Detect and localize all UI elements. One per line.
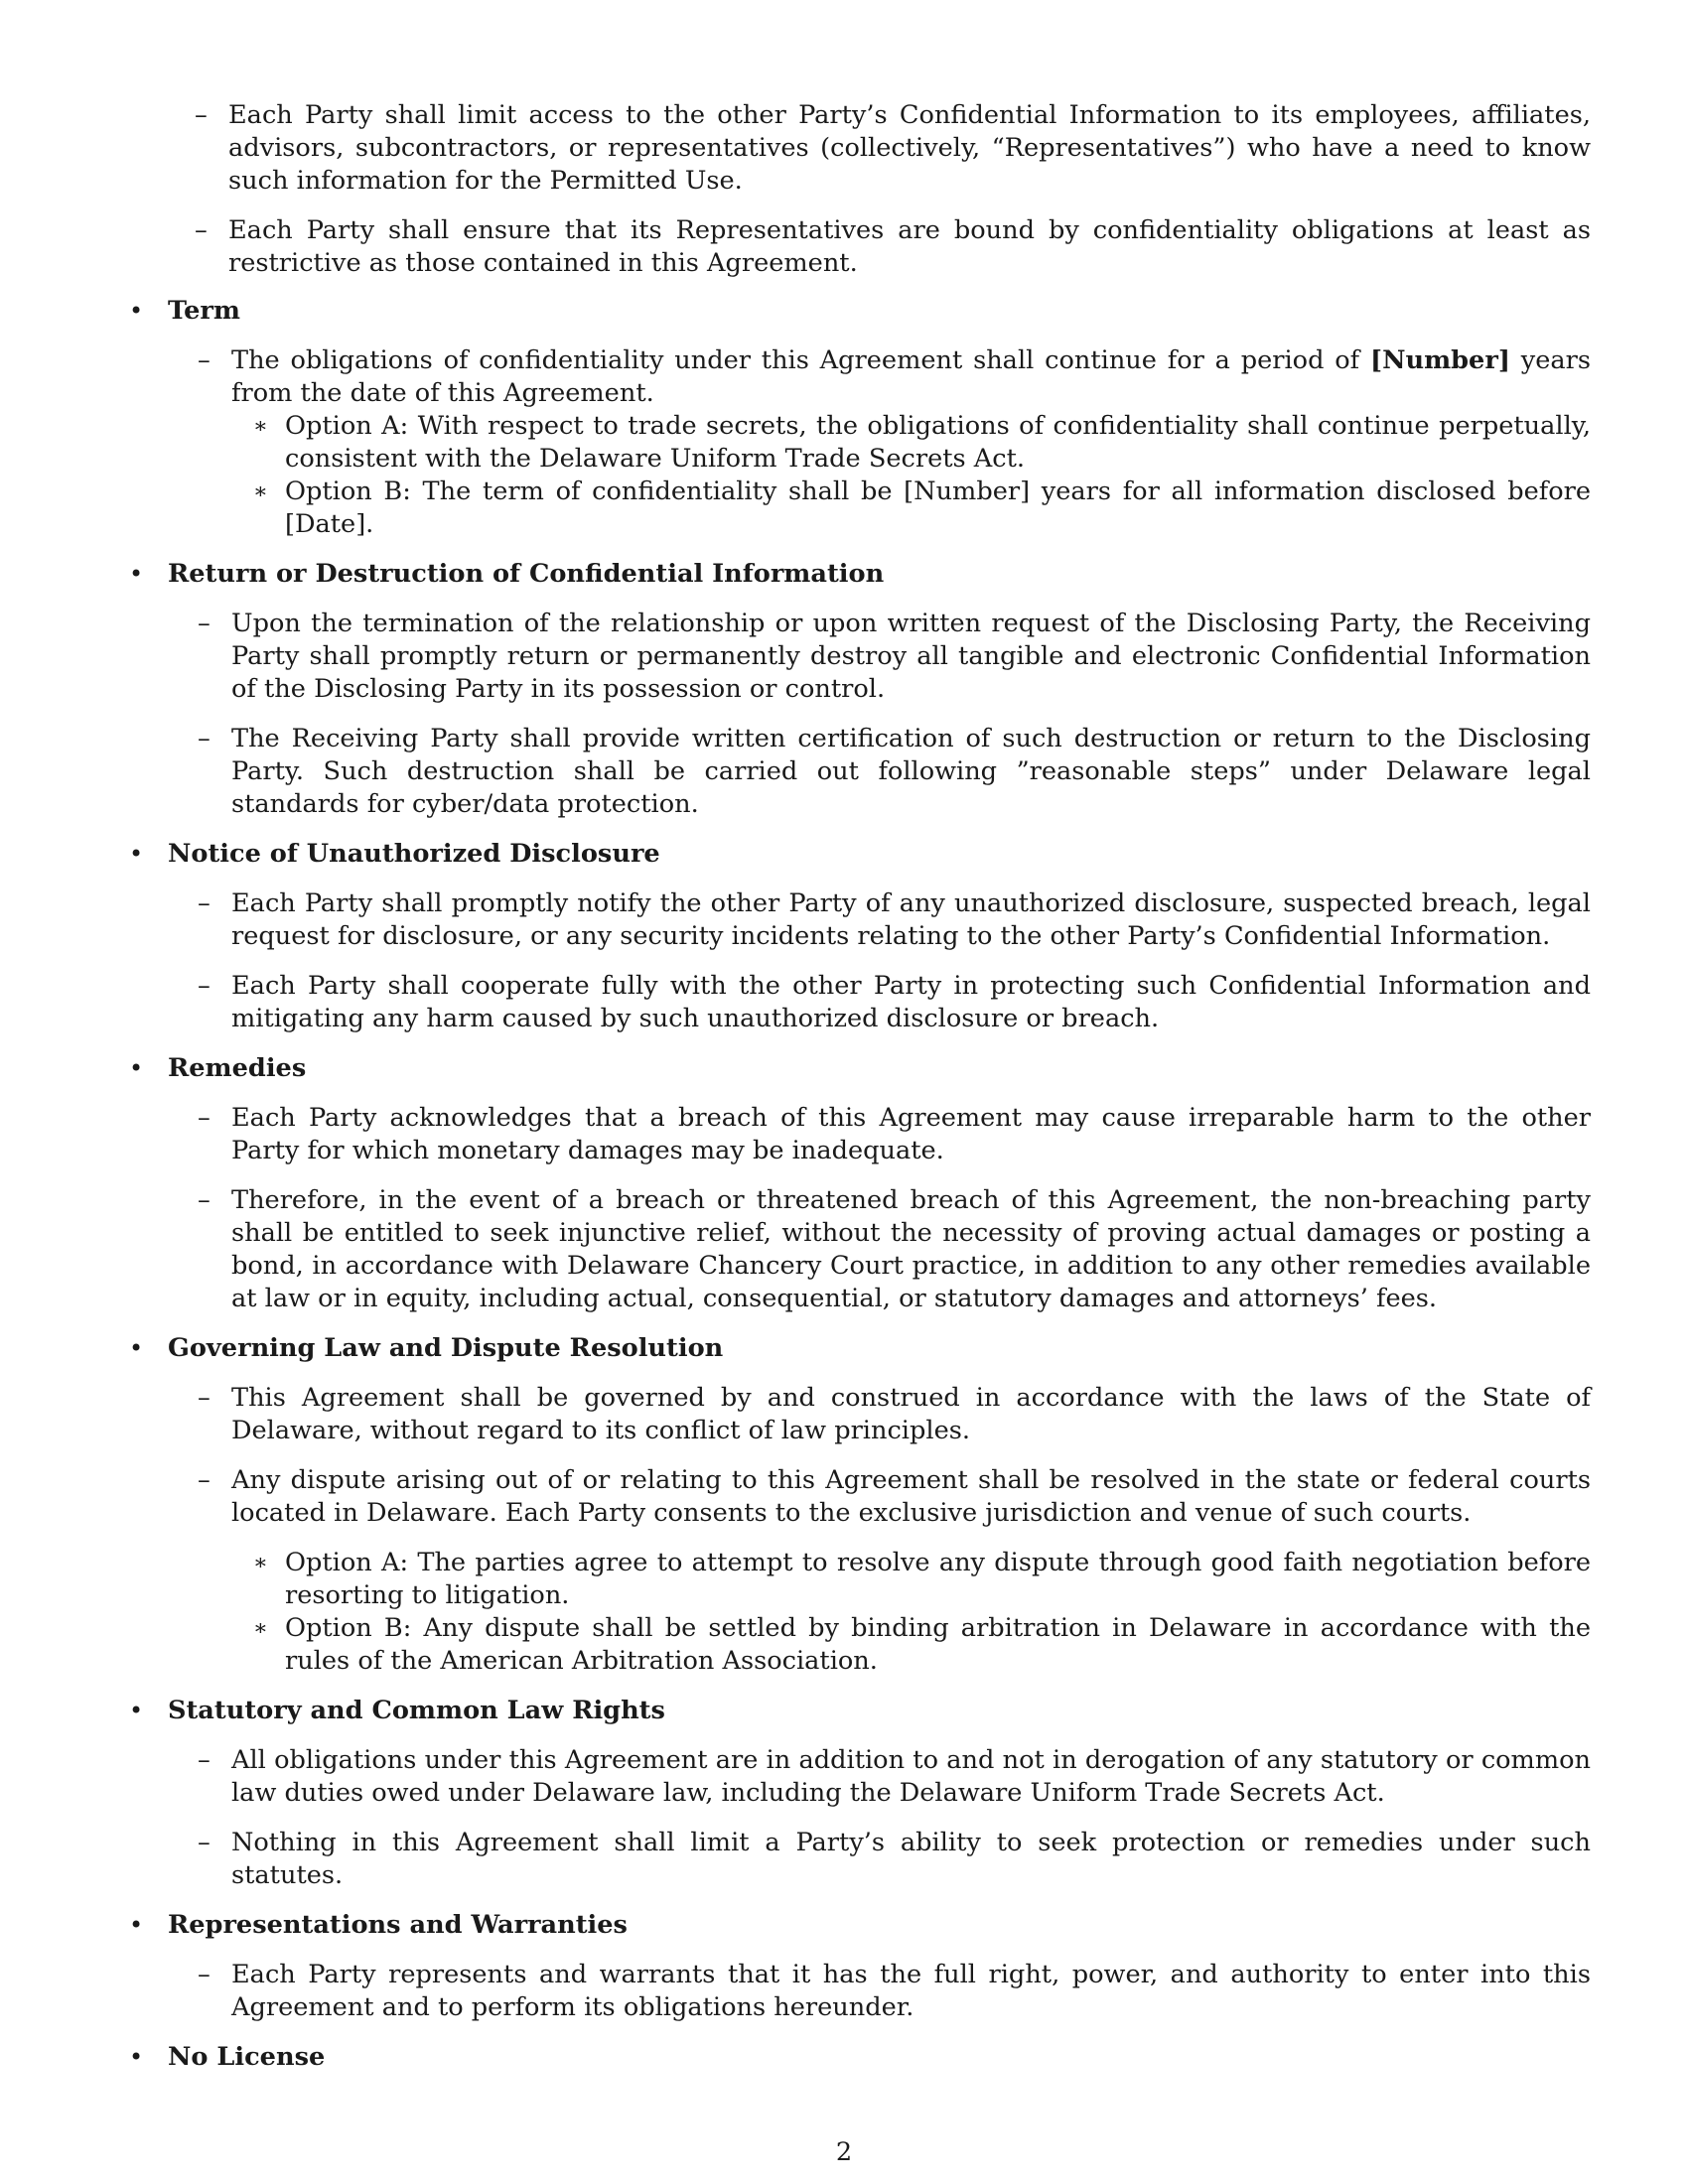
item-text: Nothing in this Agreement shall limit a Party’s ability to seek protection or remedies under such statutes.	[231, 1828, 1591, 1890]
page-number: 2	[835, 2137, 853, 2167]
section-title: Governing Law and Dispute Resolution	[168, 1333, 724, 1363]
dash-marker: –	[198, 971, 211, 1001]
bullet-marker: •	[129, 840, 144, 868]
list-item	[198, 887, 1591, 953]
dash-marker: –	[198, 1745, 211, 1775]
dash-marker: –	[198, 1103, 211, 1133]
dash-marker: –	[198, 1828, 211, 1857]
list-item	[198, 970, 1591, 1035]
bullet-marker: •	[129, 2043, 144, 2071]
list-item	[195, 214, 1591, 280]
section-title: Statutory and Common Law Rights	[168, 1696, 665, 1725]
dash-list	[198, 608, 1591, 821]
bullet-marker: •	[129, 560, 144, 588]
section-title: Remedies	[168, 1053, 307, 1083]
section-remedies	[129, 1052, 1591, 1315]
option-text: Option B: The term of confidentiality shall be [Number] years for all information disclosed before [Date].	[285, 477, 1591, 539]
star-marker: ∗	[253, 1616, 268, 1641]
section-notice	[129, 838, 1591, 1035]
dash-marker: –	[198, 724, 211, 753]
item-text-before: The obligations of confidentiality under this Agreement shall continue for a period of	[231, 345, 1370, 375]
section-term	[129, 295, 1591, 541]
dash-marker: –	[195, 215, 208, 245]
list-item	[198, 1184, 1591, 1315]
dash-list	[198, 1382, 1591, 1678]
dash-marker: –	[198, 1465, 211, 1495]
star-marker: ∗	[253, 1551, 268, 1575]
item-text: Each Party shall limit access to the other Party’s Confidential Information to its employees, affiliates, advisors, subcontractors, or representatives (collectively, “Representatives”) who have a need to know such information for the Permitted Use.	[228, 100, 1591, 196]
dash-marker: –	[198, 1185, 211, 1215]
section-governing-law	[129, 1332, 1591, 1678]
item-text: Each Party acknowledges that a breach of this Agreement may cause irreparable harm to the other Party for which monetary damages may be inadequate.	[231, 1103, 1591, 1165]
list-item	[198, 1382, 1591, 1447]
list-item	[195, 99, 1591, 198]
bullet-marker: •	[129, 1334, 144, 1362]
section-title: Term	[168, 296, 240, 326]
option-item	[231, 410, 1591, 476]
dash-marker: –	[198, 345, 211, 375]
item-text: Each Party shall cooperate fully with the other Party in protecting such Confidential Information and mitigating any harm caused by such unauthorized disclosure or breach.	[231, 971, 1591, 1033]
bracket-open: [	[1369, 345, 1383, 375]
dash-marker: –	[198, 888, 211, 918]
bracket-close: ]	[1497, 345, 1510, 375]
item-text: Upon the termination of the relationship or upon written request of the Disclosing Party, the Receiving Party shall promptly return or permanently destroy all tangible and electronic Confidential Information of the Disclosing Party in its possession or control.	[231, 609, 1591, 704]
section-title: Return or Destruction of Confidential Information	[168, 559, 885, 589]
list-item	[198, 1464, 1591, 1678]
dash-marker: –	[198, 1960, 211, 1989]
item-text: Each Party represents and warrants that it has the full right, power, and authority to enter into this Agreement and to perform its obligations hereunder.	[231, 1960, 1591, 2022]
section-title: No License	[168, 2042, 326, 2072]
option-text: Option A: With respect to trade secrets, the obligations of confidentiality shall continue perpetually, consistent with the Delaware Uniform Trade Secrets Act.	[285, 411, 1591, 474]
star-marker: ∗	[253, 414, 268, 439]
bullet-marker: •	[129, 1911, 144, 1939]
list-item	[198, 1102, 1591, 1167]
section-representations	[129, 1909, 1591, 2024]
option-item	[231, 1612, 1591, 1678]
item-text: Any dispute arising out of or relating to this Agreement shall be resolved in the state or federal courts located in Delaware. Each Party consents to the exclusive jurisdiction and venue of such courts.	[231, 1465, 1591, 1528]
dash-list	[198, 344, 1591, 541]
section-title: Representations and Warranties	[168, 1910, 628, 1940]
item-text	[231, 345, 1591, 408]
dash-list	[198, 887, 1591, 1035]
dash-marker: –	[198, 609, 211, 638]
bullet-marker: •	[129, 1697, 144, 1724]
section-statutory-rights	[129, 1695, 1591, 1892]
dash-list	[198, 1959, 1591, 2024]
option-item	[231, 476, 1591, 541]
number-placeholder: Number	[1382, 345, 1498, 375]
list-item	[198, 1827, 1591, 1892]
section-return	[129, 558, 1591, 821]
dash-marker: –	[195, 100, 208, 130]
dash-list	[198, 1744, 1591, 1892]
section-list	[129, 295, 1591, 2091]
bullet-marker: •	[129, 1054, 144, 1082]
option-text: Option A: The parties agree to attempt to resolve any dispute through good faith negotiation before resorting to litigation.	[285, 1548, 1591, 1610]
item-text: The Receiving Party shall provide written certification of such destruction or return to the Disclosing Party. Such destruction shall be carried out following ”reasonable steps” under Delaware legal standards for cyber/data protection.	[231, 724, 1591, 819]
list-item	[198, 608, 1591, 706]
list-item	[198, 344, 1591, 541]
bullet-marker: •	[129, 297, 144, 325]
item-text-after: years from the date of this Agreement.	[231, 345, 1591, 408]
list-item	[198, 1744, 1591, 1810]
dash-marker: –	[198, 1383, 211, 1413]
list-item	[198, 723, 1591, 821]
list-item	[198, 1959, 1591, 2024]
item-text: This Agreement shall be governed by and construed in accordance with the laws of the State of Delaware, without regard to its conflict of law principles.	[231, 1383, 1591, 1445]
item-text: All obligations under this Agreement are in addition to and not in derogation of any statutory or common law duties owed under Delaware law, including the Delaware Uniform Trade Secrets Act.	[231, 1745, 1591, 1808]
item-text: Therefore, in the event of a breach or threatened breach of this Agreement, the non-breaching party shall be entitled to seek injunctive relief, without the necessity of proving actual damages or posting a bond, in accordance with Delaware Chancery Court practice, in addition to any other remedies available at law or in equity, including actual, consequential, or statutory damages and attorneys’ fees.	[231, 1185, 1591, 1313]
option-text: Option B: Any dispute shall be settled by binding arbitration in Delaware in accordance with the rules of the American Arbitration Association.	[285, 1613, 1591, 1676]
option-list	[231, 410, 1591, 541]
dash-list	[198, 1102, 1591, 1315]
item-text: Each Party shall promptly notify the other Party of any unauthorized disclosure, suspected breach, legal request for disclosure, or any security incidents relating to the other Party’s Confidential Information.	[231, 888, 1591, 951]
option-list	[231, 1547, 1591, 1678]
star-marker: ∗	[253, 479, 268, 504]
option-item	[231, 1547, 1591, 1612]
section-title: Notice of Unauthorized Disclosure	[168, 839, 660, 869]
item-text: Each Party shall ensure that its Representatives are bound by confidentiality obligations at least as restrictive as those contained in this Agreement.	[228, 215, 1591, 278]
section-no-license	[129, 2041, 1591, 2074]
lead-dash-list	[195, 99, 1591, 297]
